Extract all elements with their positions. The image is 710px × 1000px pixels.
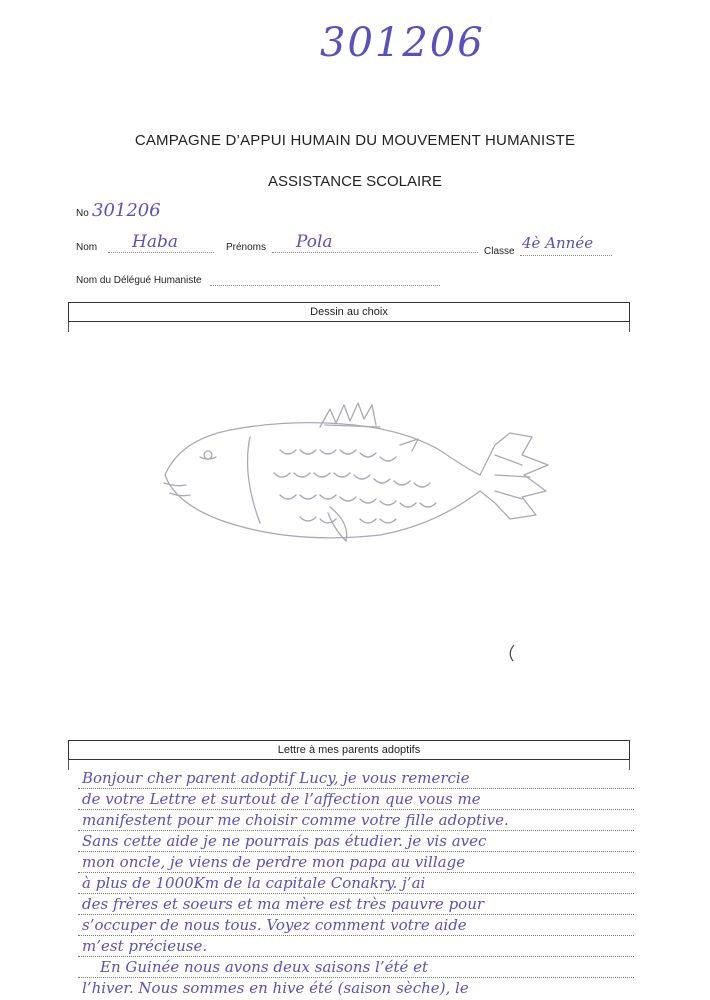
form-title: ASSISTANCE SCOLAIRE (268, 173, 442, 190)
number-value: 301206 (92, 200, 161, 221)
drawing-frame-left-tick (68, 322, 69, 332)
prenoms-label: Prénoms (226, 242, 267, 253)
letter-line: à plus de 1000Km de la capitale Conakry. j’ai (82, 874, 426, 892)
classe-label: Classe (484, 246, 515, 257)
campaign-title: CAMPAGNE D’APPUI HUMAIN DU MOUVEMENT HUMANISTE (134, 132, 576, 149)
letter-line: s’occuper de nous tous. Voyez comment votre aide (82, 916, 467, 934)
classe-value: 4è Année (522, 234, 594, 252)
delegue-dotted-line (210, 285, 440, 286)
nom-dotted-line (108, 252, 214, 253)
handwritten-reference-number: 301206 (320, 20, 485, 66)
letter-line: des frères et soeurs et ma mère est très pauvre pour (82, 895, 485, 913)
prenoms-dotted-line (272, 252, 478, 253)
classe-dotted-line (520, 255, 612, 256)
letter-line: Sans cette aide je ne pourrais pas étudier. je vis avec (82, 832, 487, 850)
nom-value: Haba (132, 232, 178, 252)
drawing-frame-right-tick (629, 322, 630, 332)
letter-line: En Guinée nous avons deux saisons l’été et (100, 958, 429, 976)
letter-frame-left-tick (68, 760, 69, 770)
letter-section-header (68, 740, 630, 760)
delegue-label: Nom du Délégué Humaniste (76, 275, 202, 286)
fish-drawing (150, 395, 550, 565)
letter-line: de votre Lettre et surtout de l’affection que vous me (82, 790, 481, 808)
drawing-section-header (68, 302, 630, 322)
drawing-section-title: Dessin au choix (310, 306, 388, 318)
stray-mark (505, 643, 517, 663)
letter-section-title: Lettre à mes parents adoptifs (277, 744, 421, 756)
letter-line: Bonjour cher parent adoptif Lucy, je vous remercie (82, 769, 470, 787)
prenoms-value: Pola (296, 232, 333, 252)
number-label: No (76, 208, 89, 219)
letter-line: l’hiver. Nous sommes en hive été (saison sèche), le (82, 979, 469, 997)
nom-label: Nom (76, 242, 98, 253)
letter-line: mon oncle, je viens de perdre mon papa au village (82, 853, 466, 871)
letter-line: m’est précieuse. (82, 937, 208, 955)
letter-line: manifestent pour me choisir comme votre fille adoptive. (82, 811, 509, 829)
